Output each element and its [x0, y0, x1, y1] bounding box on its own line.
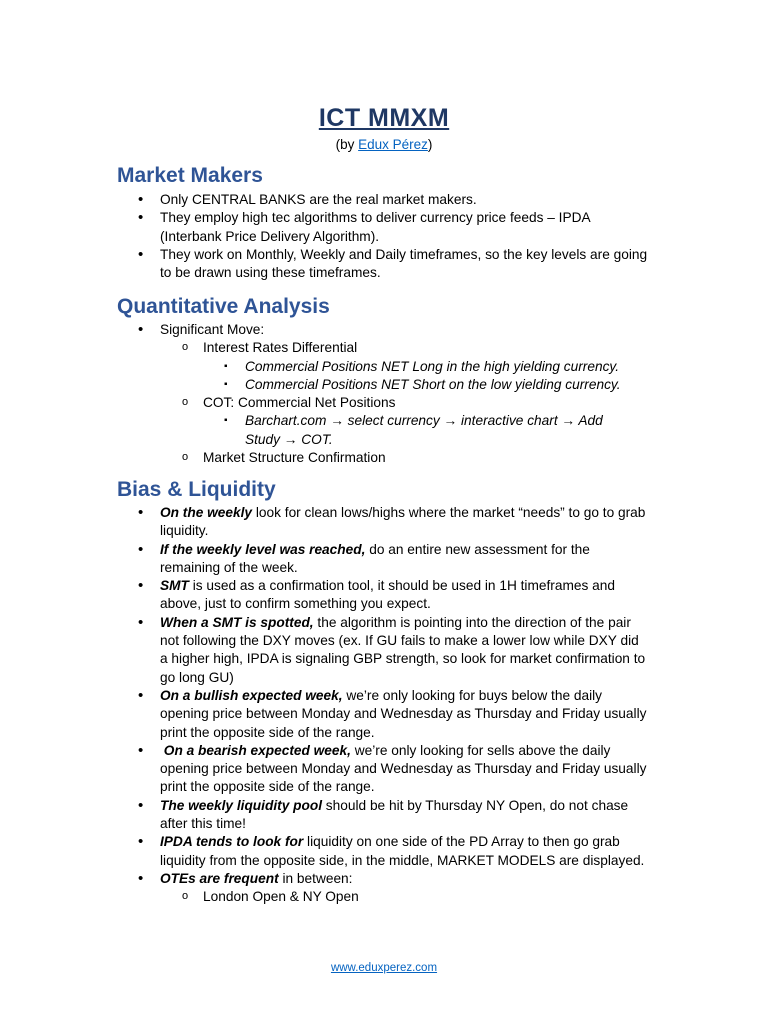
market-makers-list [0, 191, 768, 282]
item-lead: If the weekly level was reached, [160, 541, 366, 557]
item-text: the algorithm is pointing into the direction of the pair not following the DXY moves (ex. If GU fails to make a lower low while DXY did a higher high, IPDA is signaling GBP strength, so look for market confirmation to go long GU) [160, 614, 646, 685]
item-text: liquidity on one side of the PD Array to then go grab liquidity from the opposite side, in the middle, MARKET MODELS are displayed. [160, 834, 645, 868]
list-item: o Market Structure Confirmation [0, 449, 768, 467]
item-lead: SMT [160, 578, 189, 594]
heading-market-makers: Market Makers [117, 164, 263, 187]
quantitative-list [0, 321, 768, 467]
author-link[interactable]: Edux Pérez [358, 137, 428, 152]
list-item [0, 577, 768, 614]
list-item [0, 870, 768, 888]
item-lead: On a bullish expected week, [160, 687, 343, 703]
list-item: ▪ Commercial Positions NET Long in the high yielding currency. [0, 358, 768, 376]
list-item [0, 504, 768, 541]
list-item: o London Open & NY Open [0, 888, 768, 906]
footer-link[interactable]: www.eduxperez.com [330, 962, 438, 974]
list-item: • They work on Monthly, Weekly and Daily timeframes, so the key levels are going to be drawn using these timeframes. [0, 246, 768, 283]
list-item: • Only CENTRAL BANKS are the real market makers. [0, 191, 768, 209]
list-item [0, 614, 768, 687]
item-lead: On the weekly [160, 505, 253, 520]
list-item: ▪ Barchart.com → select currency → interactive chart → Add Study → COT. [0, 412, 768, 449]
list-item [0, 742, 768, 797]
item-text: should be hit by Thursday NY Open, do not chase after this time! [160, 797, 629, 832]
list-item [0, 687, 768, 742]
list-item: ▪ Commercial Positions NET Short on the low yielding currency. [0, 376, 768, 394]
item-lead: The weekly liquidity pool [160, 797, 322, 813]
list-item: o Interest Rates Differential [0, 339, 768, 357]
list-item: o COT: Commercial Net Positions [0, 394, 768, 412]
list-item [0, 833, 768, 870]
footer [0, 962, 768, 974]
item-text: do an entire new assessment for the remaining of the week. [160, 541, 590, 575]
byline-prefix: (by [335, 137, 359, 152]
item-text: in between: [278, 870, 353, 886]
byline [0, 137, 768, 152]
item-text: look for clean lows/highs where the market “needs” to go to grab liquidity. [160, 505, 646, 539]
list-item [0, 541, 768, 578]
list-item: • They employ high tec algorithms to deliver currency price feeds – IPDA (Interbank Price Delivery Algorithm). [0, 209, 768, 246]
byline-suffix: ) [427, 137, 433, 152]
document-title: ICT MMXM [318, 104, 450, 132]
item-lead: When a SMT is spotted, [160, 614, 314, 630]
item-text: is used as a confirmation tool, it should be used in 1H timeframes and above, just to confirm something you expect. [160, 578, 615, 612]
list-item: • Significant Move: [0, 321, 768, 339]
item-text: we’re only looking for buys below the daily opening price between Monday and Wednesday as Thursday and Friday usually print the opposite side of the range. [160, 687, 647, 740]
item-lead: OTEs are frequent [160, 870, 279, 886]
item-lead: On a bearish expected week, [160, 742, 351, 758]
bias-list [0, 504, 768, 907]
heading-bias-liquidity: Bias & Liquidity [117, 478, 276, 501]
item-lead: IPDA tends to look for [160, 834, 304, 850]
list-item [0, 797, 768, 834]
heading-quantitative-analysis: Quantitative Analysis [117, 295, 330, 318]
item-text: we’re only looking for sells above the daily opening price between Monday and Wednesday as Thursday and Friday usually print the opposite side of the range. [160, 742, 647, 795]
